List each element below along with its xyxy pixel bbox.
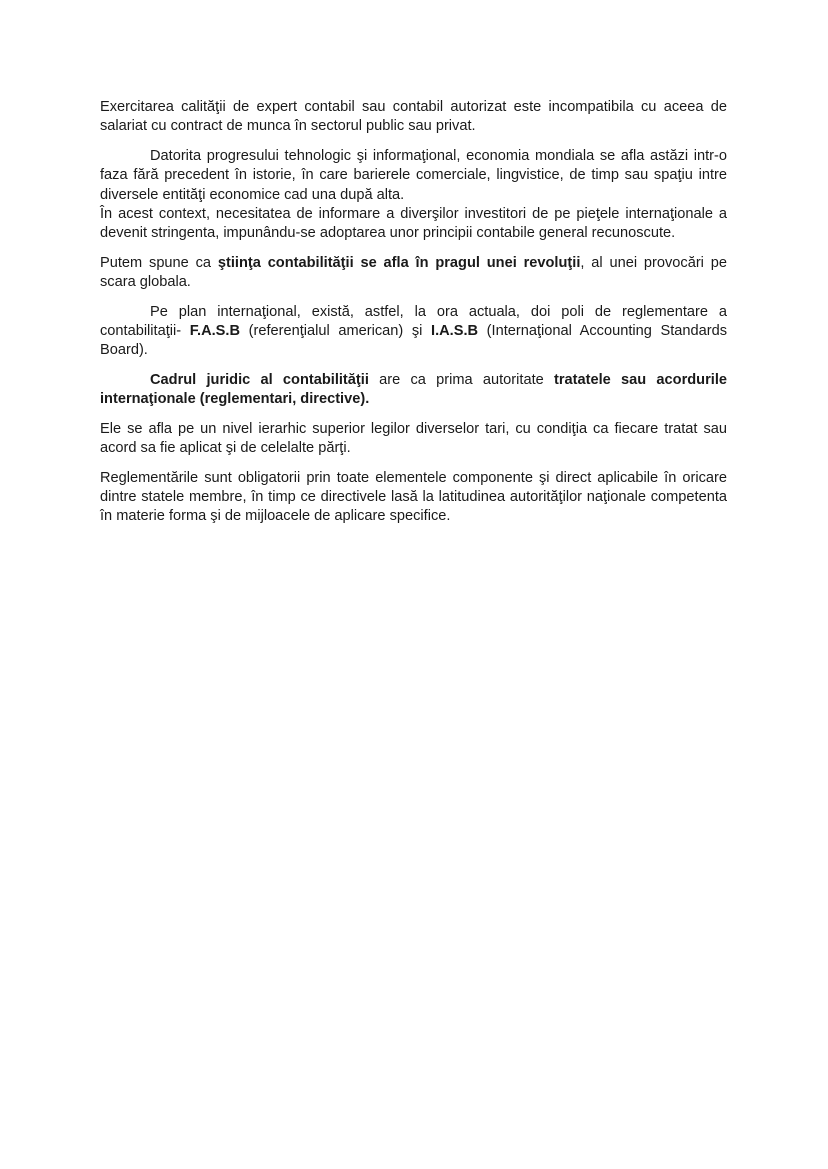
bold-text-run: ştiinţa contabilităţii se afla în pragul unei revoluţii xyxy=(217,254,581,271)
text-run: , al unei provocări pe scara globala. xyxy=(100,254,727,291)
bold-text-run: Cadrul juridic al contabilităţii xyxy=(150,371,369,388)
paragraph-regulation-poles xyxy=(100,303,727,361)
paragraph-revolution xyxy=(100,254,727,293)
paragraph-context: În acest context, necesitatea de informare a diverşilor investitori de pe pieţele internaţionale a devenit stringenta, impunându-se adoptarea unor principii contabile general recunoscute. xyxy=(100,206,727,242)
text-run: (referenţialul american) şi xyxy=(240,323,432,340)
text-run: Pe plan internaţional, există, astfel, la ora actuala, doi poli de reglementare a contabilitaţii- xyxy=(100,303,727,340)
text-run: are ca prima autoritate xyxy=(368,371,554,388)
bold-text-run: F.A.S.B xyxy=(189,323,241,340)
document-body xyxy=(100,98,727,537)
paragraph-legal-framework xyxy=(100,371,727,410)
paragraph-regulations-directives: Reglementările sunt obligatorii prin toate elementele componente şi direct aplicabile în oricare dintre statele membre, în timp ce directivele lasă la latitudinea autorităţilor naţionale competenta în materie forma şi de mijloacele de aplicare specifice. xyxy=(100,469,727,525)
text-run: (Internaţional Accounting Standards Board). xyxy=(100,323,727,359)
text-run: Putem spune ca xyxy=(100,254,218,271)
paragraph-hierarchy: Ele se afla pe un nivel ierarhic superior legilor diverselor tari, cu condiţia ca fiecare tratat sau acord sa fie aplicat şi de celelalte părţi. xyxy=(100,420,727,457)
paragraph-technological-progress: Datorita progresului tehnologic şi informaţional, economia mondiala se afla astăzi intr-o faza fără precedent în istorie, în care barierele comerciale, lingvistice, de timp sau spaţiu intre diversele entităţi economice cad una după alta. xyxy=(100,147,727,203)
paragraph-incompatibility: Exercitarea calităţii de expert contabil sau contabil autorizat este incompatibila cu aceea de salariat cu contract de munca în sectorul public sau privat. xyxy=(100,99,727,135)
bold-text-run: tratatele sau acordurile internaţionale (reglementari, directive). xyxy=(100,371,727,408)
bold-text-run: I.A.S.B xyxy=(431,323,479,340)
